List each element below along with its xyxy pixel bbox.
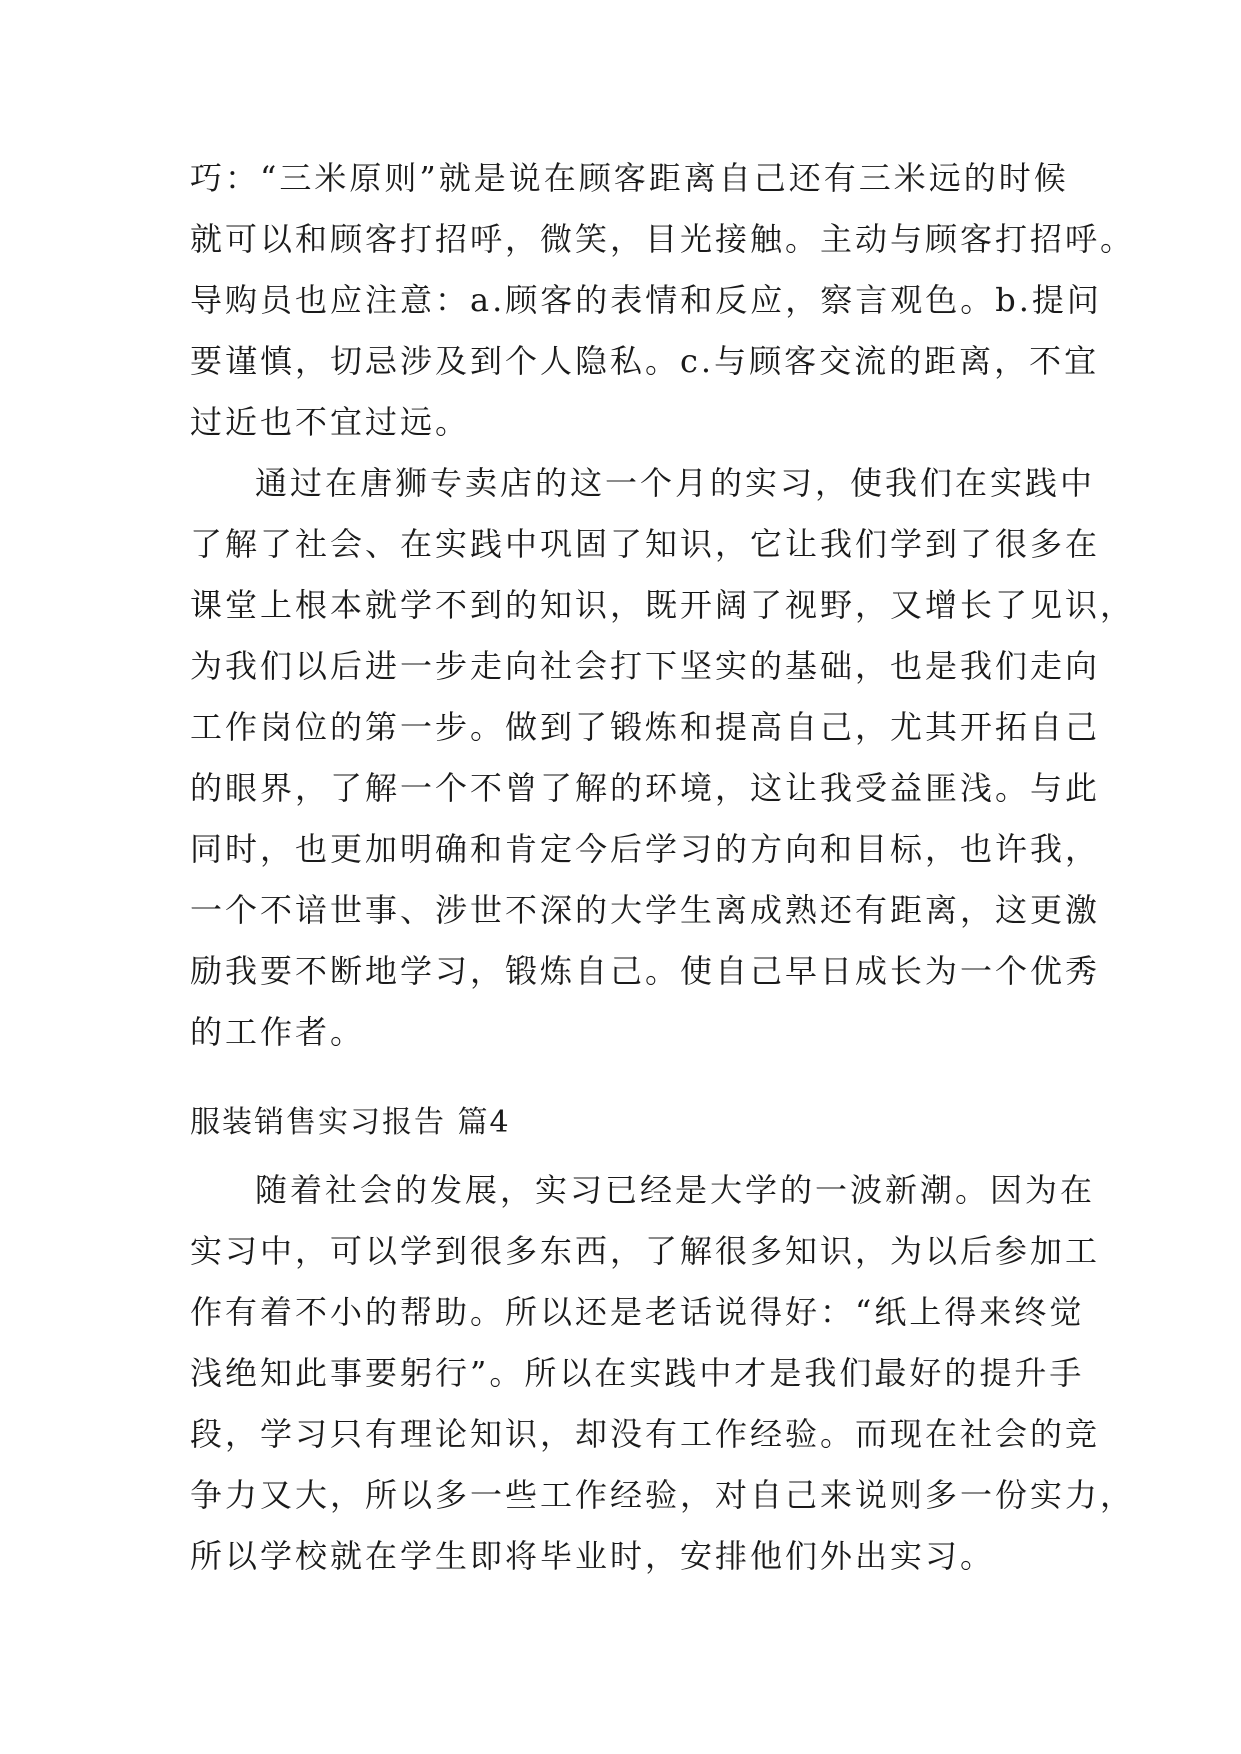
- text-line: 实习中，可以学到很多东西，了解很多知识，为以后参加工: [190, 1232, 1101, 1270]
- text-line: 争力又大，所以多一些工作经验，对自己来说则多一份实力，: [190, 1476, 1136, 1514]
- text-line: 浅绝知此事要躬行”。所以在实践中才是我们最好的提升手: [190, 1354, 1085, 1392]
- text-line: 一个不谙世事、涉世不深的大学生离成熟还有距离，这更激: [190, 891, 1101, 929]
- text-line: 的眼界，了解一个不曾了解的环境，这让我受益匪浅。与此: [190, 769, 1101, 807]
- text-line: 就可以和顾客打招呼，微笑，目光接触。主动与顾客打招呼。: [190, 220, 1136, 258]
- text-line: 通过在唐狮专卖店的这一个月的实习，使我们在实践中: [255, 464, 1096, 502]
- text-line: 工作岗位的第一步。做到了锻炼和提高自己，尤其开拓自己: [190, 708, 1101, 746]
- text-line: 随着社会的发展，实习已经是大学的一波新潮。因为在: [255, 1171, 1096, 1209]
- text-line: 同时，也更加明确和肯定今后学习的方向和目标，也许我，: [190, 830, 1101, 868]
- text-line: 巧：“三米原则”就是说在顾客距离自己还有三米远的时候: [190, 159, 1069, 197]
- text-line: 过近也不宜过远。: [190, 403, 471, 441]
- text-line: 要谨慎，切忌涉及到个人隐私。c.与顾客交流的距离，不宜: [190, 342, 1100, 380]
- text-line: 课堂上根本就学不到的知识，既开阔了视野，又增长了见识，: [190, 586, 1136, 624]
- text-line: 了解了社会、在实践中巩固了知识，它让我们学到了很多在: [190, 525, 1101, 563]
- text-line: 励我要不断地学习，锻炼自己。使自己早日成长为一个优秀: [190, 952, 1101, 990]
- text-line: 所以学校就在学生即将毕业时，安排他们外出实习。: [190, 1537, 996, 1575]
- text-line: 作有着不小的帮助。所以还是老话说得好：“纸上得来终觉: [190, 1293, 1085, 1331]
- text-line: 段，学习只有理论知识，却没有工作经验。而现在社会的竞: [190, 1415, 1101, 1453]
- text-line: 为我们以后进一步走向社会打下坚实的基础，也是我们走向: [190, 647, 1101, 685]
- text-line: 导购员也应注意：a.顾客的表情和反应，察言观色。b.提问: [190, 281, 1102, 319]
- section-heading: 服装销售实习报告 篇4: [190, 1105, 511, 1140]
- text-line: 的工作者。: [190, 1013, 366, 1051]
